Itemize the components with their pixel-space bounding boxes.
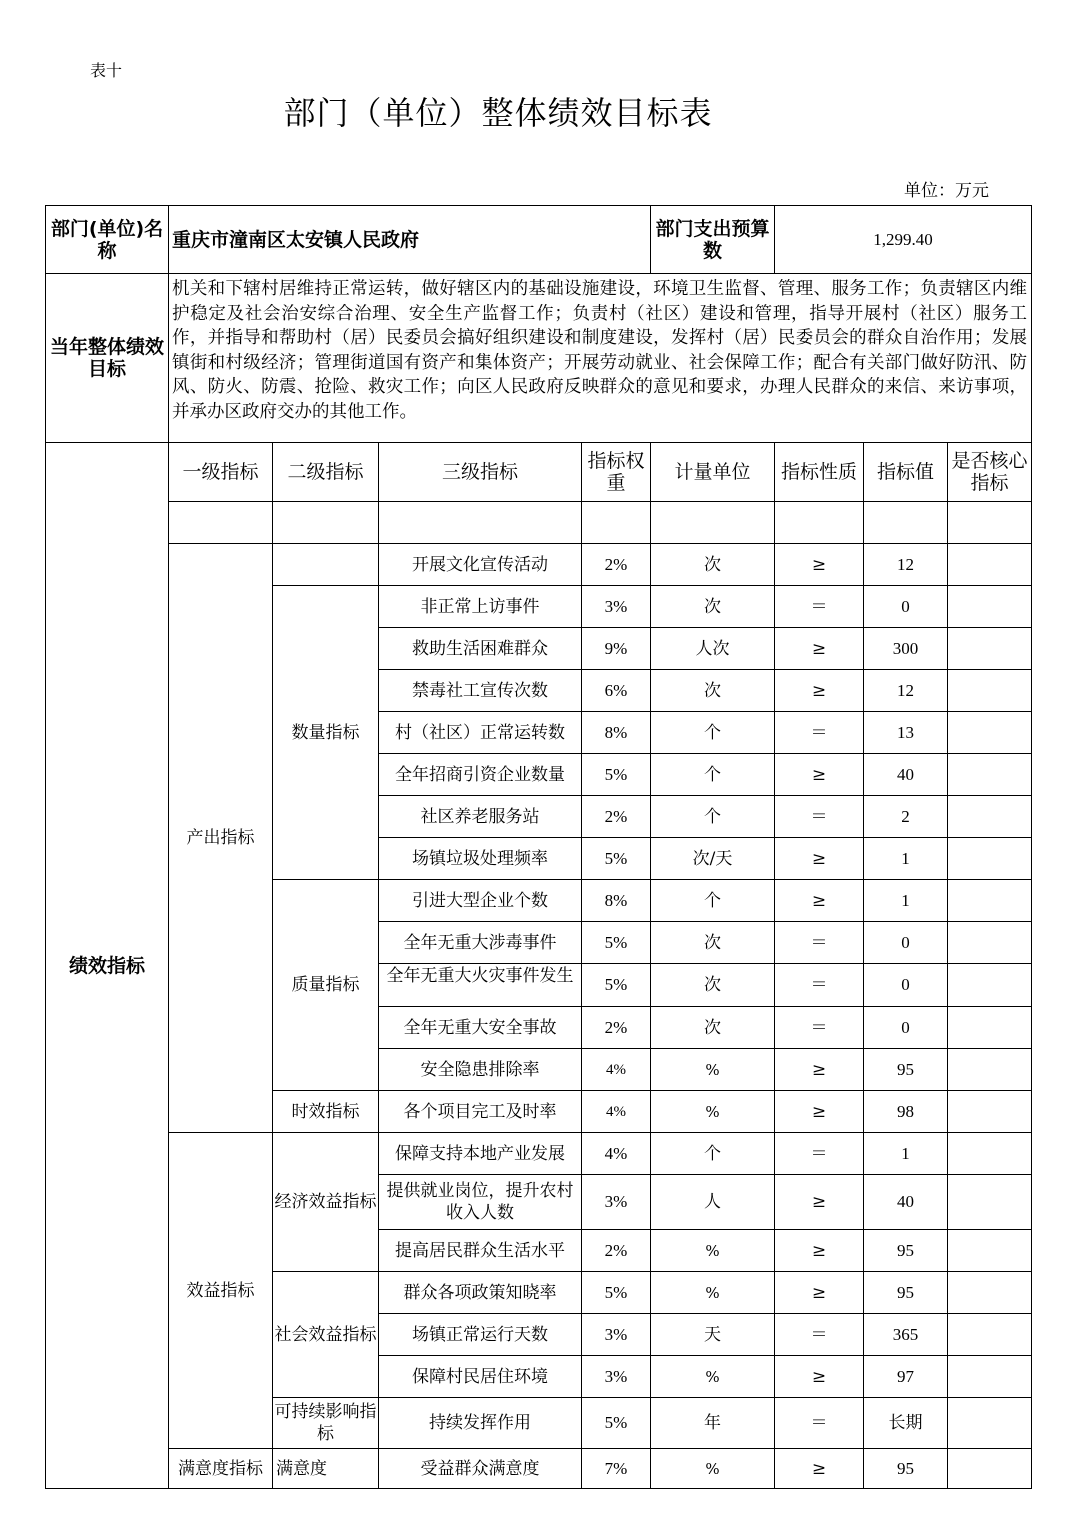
performance-target-table [45, 205, 1032, 1489]
level3-name: 引进大型企业个数 [379, 880, 582, 922]
unit-cell: 人次 [651, 628, 775, 670]
core-cell [948, 1230, 1032, 1272]
value-cell: 95 [864, 1230, 948, 1272]
weight-cell: 9% [582, 628, 651, 670]
nature-cell: ＝ [775, 1314, 864, 1356]
level3-name: 全年无重大安全事故 [379, 1007, 582, 1049]
budget-value: 1,299.40 [775, 206, 1032, 274]
core-cell [948, 586, 1032, 628]
empty-row [46, 502, 1032, 544]
nature-cell: ≥ [775, 880, 864, 922]
nature-cell: ＝ [775, 964, 864, 1007]
weight-cell: 6% [582, 670, 651, 712]
nature-cell: ＝ [775, 796, 864, 838]
nature-cell: ＝ [775, 1133, 864, 1175]
col-nature-header: 指标性质 [775, 443, 864, 502]
nature-cell: ＝ [775, 922, 864, 964]
core-cell [948, 628, 1032, 670]
weight-cell: 8% [582, 880, 651, 922]
level1-benefit: 效益指标 [169, 1133, 273, 1449]
unit-cell: % [651, 1272, 775, 1314]
goal-label: 当年整体绩效目标 [46, 274, 169, 443]
currency-unit-label: 单位：万元 [904, 181, 989, 201]
indicators-section-label: 绩效指标 [46, 443, 169, 1489]
level1-satisfaction: 满意度指标 [169, 1449, 273, 1489]
core-cell [948, 1133, 1032, 1175]
level3-name: 场镇垃圾处理频率 [379, 838, 582, 880]
empty-cell [379, 502, 582, 544]
weight-cell: 2% [582, 796, 651, 838]
weight-cell: 3% [582, 1356, 651, 1398]
level3-name: 社区养老服务站 [379, 796, 582, 838]
value-cell: 1 [864, 838, 948, 880]
nature-cell: ≥ [775, 1091, 864, 1133]
weight-cell: 3% [582, 586, 651, 628]
unit-cell: 个 [651, 1133, 775, 1175]
core-cell [948, 670, 1032, 712]
level2-satisfaction: 满意度 [273, 1449, 379, 1489]
col-value-header: 指标值 [864, 443, 948, 502]
value-cell: 365 [864, 1314, 948, 1356]
nature-cell: ≥ [775, 670, 864, 712]
indicator-header-row [46, 443, 1032, 502]
weight-cell: 4% [582, 1049, 651, 1091]
dept-name-label: 部门(单位)名称 [46, 206, 169, 274]
dept-info-row [46, 206, 1032, 274]
nature-cell: ≥ [775, 1356, 864, 1398]
level3-name: 非正常上访事件 [379, 586, 582, 628]
goal-text: 机关和下辖村居维持正常运转，做好辖区内的基础设施建设，环境卫生监督、管理、服务工作；负责辖区内维护稳定及社会治安综合治理、安全生产监督工作；负责村（社区）建设和管理，指导开展村（社区）服务工作，并指导和帮助村（居）民委员会搞好组织建设和制度建设，发挥村（居）民委员会的群众自治作用；发展镇街和村级经济；管理街道国有资产和集体资产；开展劳动就业、社会保障工作；配合有关部门做好防汛、防风、防火、防震、抢险、救灾工作；向区人民政府反映群众的意见和要求，办理人民群众的来信、来访事项，并承办区政府交办的其他工作。 [169, 274, 1032, 443]
level3-name: 村（社区）正常运转数 [379, 712, 582, 754]
col-core-header: 是否核心指标 [948, 443, 1032, 502]
nature-cell: ≥ [775, 628, 864, 670]
table-row [46, 1449, 1032, 1489]
table-number-label: 表十 [90, 61, 123, 80]
core-cell [948, 544, 1032, 586]
value-cell: 95 [864, 1272, 948, 1314]
weight-cell: 7% [582, 1449, 651, 1489]
core-cell [948, 754, 1032, 796]
weight-cell: 5% [582, 964, 651, 1007]
level3-name: 开展文化宣传活动 [379, 544, 582, 586]
value-cell: 95 [864, 1049, 948, 1091]
level3-name: 受益群众满意度 [379, 1449, 582, 1489]
core-cell [948, 712, 1032, 754]
weight-cell: 5% [582, 1398, 651, 1449]
goal-row [46, 274, 1032, 443]
value-cell: 1 [864, 880, 948, 922]
weight-cell: 4% [582, 1091, 651, 1133]
value-cell: 1 [864, 1133, 948, 1175]
value-cell: 95 [864, 1449, 948, 1489]
level3-name: 救助生活困难群众 [379, 628, 582, 670]
level2-social: 社会效益指标 [273, 1272, 379, 1398]
level3-name: 禁毒社工宣传次数 [379, 670, 582, 712]
nature-cell: ≥ [775, 1449, 864, 1489]
level3-name: 全年无重大火灾事件发生 [379, 964, 582, 1007]
core-cell [948, 1449, 1032, 1489]
empty-cell [169, 502, 273, 544]
core-cell [948, 1049, 1032, 1091]
weight-cell: 2% [582, 544, 651, 586]
nature-cell: ＝ [775, 1398, 864, 1449]
core-cell [948, 1398, 1032, 1449]
col-level2-header: 二级指标 [273, 443, 379, 502]
nature-cell: ＝ [775, 712, 864, 754]
unit-cell: % [651, 1091, 775, 1133]
core-cell [948, 1272, 1032, 1314]
unit-cell: 个 [651, 796, 775, 838]
weight-cell: 2% [582, 1230, 651, 1272]
col-weight-header: 指标权重 [582, 443, 651, 502]
unit-cell: 天 [651, 1314, 775, 1356]
unit-cell: 次 [651, 544, 775, 586]
page-title: 部门（单位）整体绩效目标表 [283, 94, 713, 132]
unit-cell: 次 [651, 922, 775, 964]
unit-cell: 个 [651, 754, 775, 796]
core-cell [948, 1314, 1032, 1356]
unit-cell: 个 [651, 880, 775, 922]
table-row [46, 1133, 1032, 1175]
core-cell [948, 1007, 1032, 1049]
unit-cell: % [651, 1356, 775, 1398]
value-cell: 98 [864, 1091, 948, 1133]
weight-cell: 5% [582, 1272, 651, 1314]
level2-timeliness: 时效指标 [273, 1091, 379, 1133]
core-cell [948, 1175, 1032, 1230]
unit-cell: % [651, 1230, 775, 1272]
core-cell [948, 964, 1032, 1007]
nature-cell: ≥ [775, 1230, 864, 1272]
unit-cell: 次 [651, 964, 775, 1007]
value-cell: 12 [864, 670, 948, 712]
level3-name: 群众各项政策知晓率 [379, 1272, 582, 1314]
nature-cell: ≥ [775, 1049, 864, 1091]
level3-name: 各个项目完工及时率 [379, 1091, 582, 1133]
value-cell: 40 [864, 754, 948, 796]
level3-name: 全年无重大涉毒事件 [379, 922, 582, 964]
empty-cell [948, 502, 1032, 544]
value-cell: 0 [864, 964, 948, 1007]
unit-cell: 次/天 [651, 838, 775, 880]
nature-cell: ≥ [775, 1175, 864, 1230]
value-cell: 40 [864, 1175, 948, 1230]
level3-name: 提供就业岗位，提升农村收入人数 [379, 1175, 582, 1230]
empty-cell [582, 502, 651, 544]
nature-cell: ≥ [775, 838, 864, 880]
value-cell: 2 [864, 796, 948, 838]
unit-cell: 次 [651, 1007, 775, 1049]
value-cell: 0 [864, 922, 948, 964]
table-row [46, 544, 1032, 586]
dept-name-value: 重庆市潼南区太安镇人民政府 [169, 206, 651, 274]
unit-cell: % [651, 1449, 775, 1489]
core-cell [948, 796, 1032, 838]
core-cell [948, 1356, 1032, 1398]
nature-cell: ＝ [775, 586, 864, 628]
core-cell [948, 838, 1032, 880]
level3-name: 提高居民群众生活水平 [379, 1230, 582, 1272]
level2-sustainable: 可持续影响指标 [273, 1398, 379, 1449]
weight-cell: 8% [582, 712, 651, 754]
col-level1-header: 一级指标 [169, 443, 273, 502]
value-cell: 12 [864, 544, 948, 586]
core-cell [948, 880, 1032, 922]
unit-cell: 年 [651, 1398, 775, 1449]
level1-output: 产出指标 [169, 544, 273, 1133]
weight-cell: 3% [582, 1175, 651, 1230]
level3-name: 保障村民居住环境 [379, 1356, 582, 1398]
weight-cell: 5% [582, 754, 651, 796]
value-cell: 0 [864, 586, 948, 628]
level2-economic: 经济效益指标 [273, 1133, 379, 1272]
unit-cell: 次 [651, 586, 775, 628]
value-cell: 0 [864, 1007, 948, 1049]
value-cell: 长期 [864, 1398, 948, 1449]
core-cell [948, 922, 1032, 964]
empty-cell [864, 502, 948, 544]
col-unit-header: 计量单位 [651, 443, 775, 502]
weight-cell: 5% [582, 838, 651, 880]
level3-name: 场镇正常运行天数 [379, 1314, 582, 1356]
weight-cell: 3% [582, 1314, 651, 1356]
level3-name: 持续发挥作用 [379, 1398, 582, 1449]
value-cell: 13 [864, 712, 948, 754]
col-level3-header: 三级指标 [379, 443, 582, 502]
level3-name: 全年招商引资企业数量 [379, 754, 582, 796]
nature-cell: ＝ [775, 1007, 864, 1049]
level3-name: 保障支持本地产业发展 [379, 1133, 582, 1175]
weight-cell: 2% [582, 1007, 651, 1049]
weight-cell: 4% [582, 1133, 651, 1175]
level2-quantity: 数量指标 [273, 586, 379, 880]
level3-name: 安全隐患排除率 [379, 1049, 582, 1091]
empty-cell [273, 502, 379, 544]
nature-cell: ≥ [775, 754, 864, 796]
value-cell: 97 [864, 1356, 948, 1398]
unit-cell: 人 [651, 1175, 775, 1230]
nature-cell: ≥ [775, 1272, 864, 1314]
unit-cell: % [651, 1049, 775, 1091]
core-cell [948, 1091, 1032, 1133]
nature-cell: ≥ [775, 544, 864, 586]
level2-quality: 质量指标 [273, 880, 379, 1091]
empty-cell [775, 502, 864, 544]
unit-cell: 次 [651, 670, 775, 712]
budget-label: 部门支出预算数 [651, 206, 775, 274]
level2-empty [273, 544, 379, 586]
weight-cell: 5% [582, 922, 651, 964]
value-cell: 300 [864, 628, 948, 670]
unit-cell: 个 [651, 712, 775, 754]
empty-cell [651, 502, 775, 544]
